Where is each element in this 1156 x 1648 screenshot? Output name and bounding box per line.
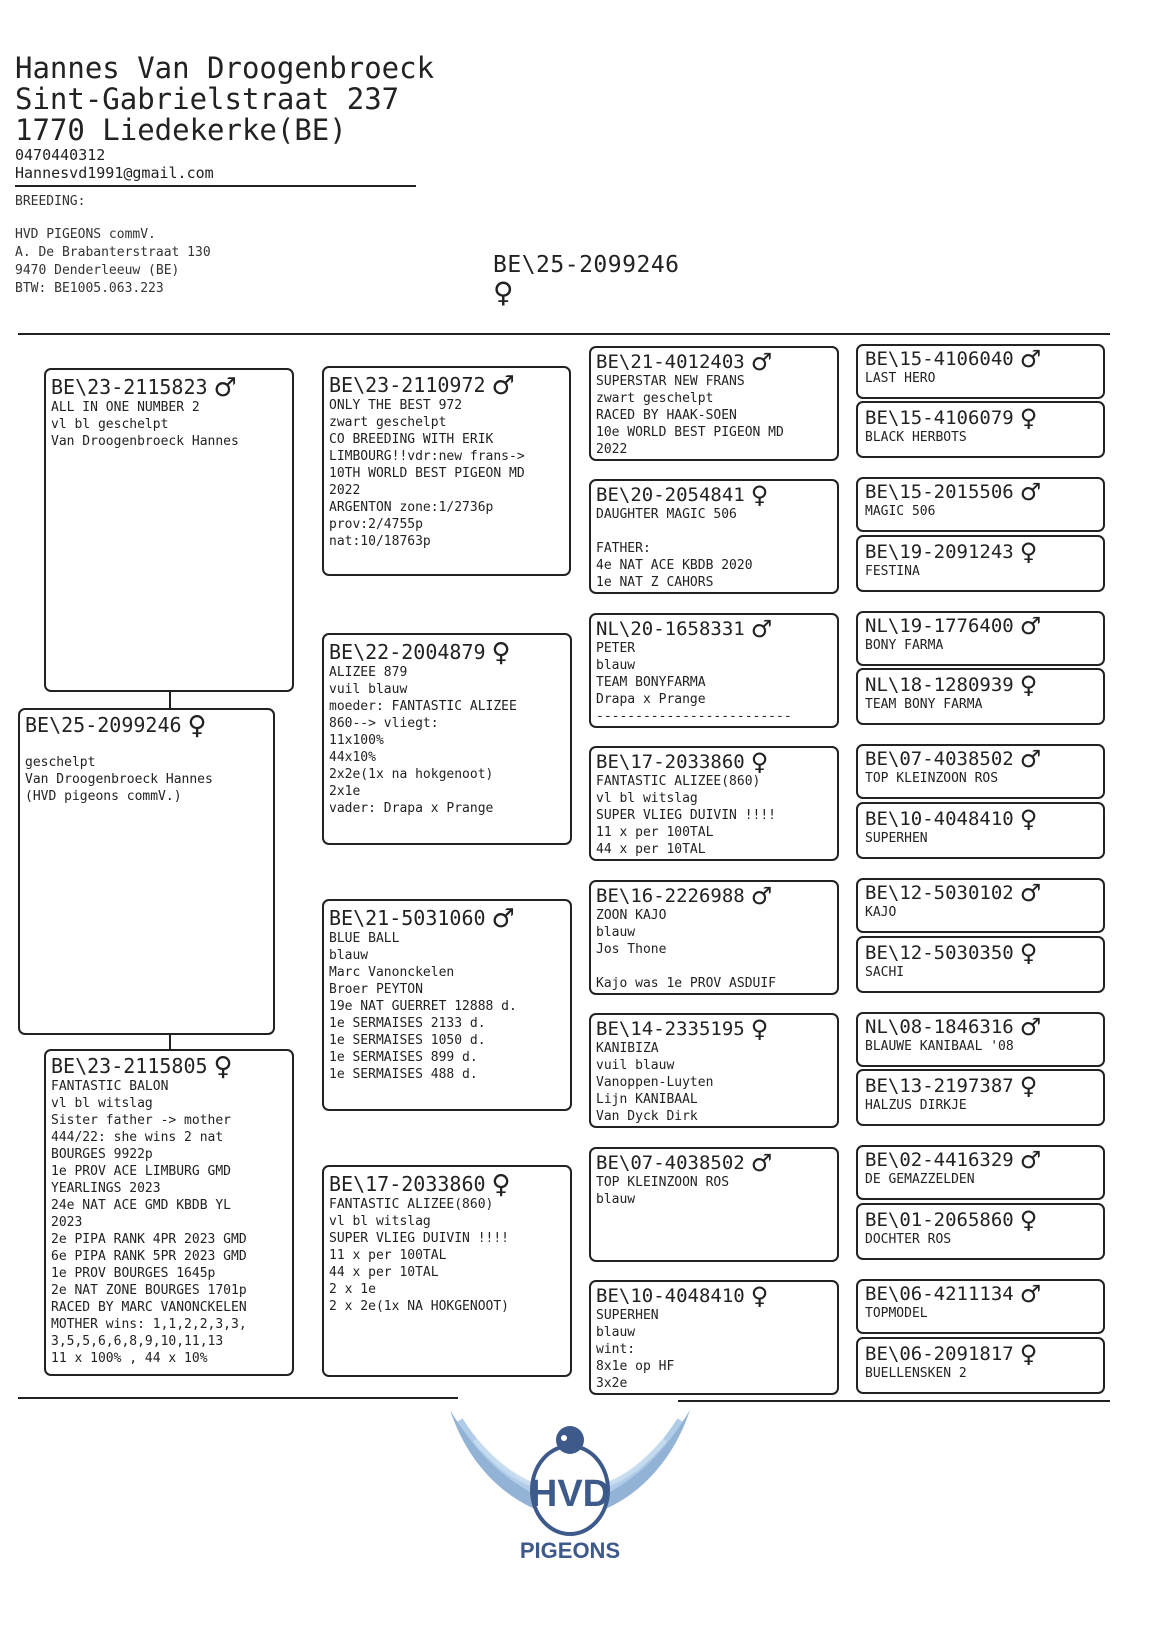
- subject-ring-header: [493, 252, 680, 309]
- ring-number: BE\25-2099246 ♀: [25, 711, 207, 741]
- bottom-divider-right: [678, 1400, 1110, 1402]
- pigeon-info: DE GEMAZZELDEN: [865, 1172, 975, 1187]
- pigeon-info: KAJO: [865, 905, 897, 920]
- pedigree-g12: [856, 1069, 1105, 1126]
- pigeon-info: PETER blauw TEAM BONYFARMA Drapa x Prange -------------------------: [596, 641, 792, 724]
- pigeon-info: TOPMODEL: [865, 1306, 928, 1321]
- header-rule: [15, 185, 416, 187]
- ring-number: NL\18-1280939 ♀: [865, 671, 1038, 699]
- pigeon-info: SACHI: [865, 965, 905, 980]
- ring-number: BE\13-2197387 ♀: [865, 1072, 1038, 1100]
- ring-number: BE\16-2226988 ♂: [596, 882, 773, 910]
- pigeon-info: HALZUS DIRKJE: [865, 1098, 967, 1113]
- ring-number: BE\17-2033860 ♀: [596, 748, 769, 776]
- male-icon: ♂: [750, 1149, 773, 1177]
- ring-number: BE\21-5031060 ♂: [329, 904, 515, 934]
- ring-number: BE\15-2015506 ♂: [865, 478, 1042, 506]
- pedigree-fmf: [589, 613, 839, 728]
- male-icon: ♂: [1019, 478, 1042, 506]
- breeder-block: [15, 226, 211, 298]
- owner-city: 1770 Liedekerke(BE): [15, 113, 347, 147]
- top-divider: [18, 333, 1110, 335]
- male-icon: ♂: [213, 373, 237, 403]
- pedigree-mfm: [589, 1013, 839, 1128]
- ring-number: BE\07-4038502 ♂: [865, 745, 1042, 773]
- pigeon-info: TOP KLEINZOON ROS blauw: [596, 1175, 730, 1207]
- pigeon-info: BUELLENSKEN 2: [865, 1366, 967, 1381]
- ring-number: BE\20-2054841 ♀: [596, 481, 769, 509]
- ring-number: BE\22-2004879 ♀: [329, 638, 511, 668]
- pedigree-g5: [856, 611, 1105, 666]
- female-icon: ♀: [493, 276, 515, 309]
- ring-number: BE\10-4048410 ♀: [596, 1282, 769, 1310]
- male-icon: ♂: [1019, 745, 1042, 773]
- pigeon-info: SUPERHEN blauw wint: 8x1e op HF 3x2e: [596, 1308, 675, 1391]
- male-icon: ♂: [491, 904, 515, 934]
- ring-number: BE\06-2091817 ♀: [865, 1340, 1038, 1368]
- ring-number: BE\21-4012403 ♂: [596, 348, 773, 376]
- female-icon: ♀: [1019, 671, 1038, 699]
- female-icon: ♀: [1019, 1072, 1038, 1100]
- pedigree-mff: [589, 880, 839, 995]
- pedigree-g11: [856, 1012, 1105, 1067]
- pigeon-info: geschelpt Van Droogenbroeck Hannes (HVD pigeons commV.): [25, 755, 213, 804]
- pigeon-info: ALIZEE 879 vuil blauw moeder: FANTASTIC ALIZEE 860--> vliegt: 11x100% 44x10% 2x2e(1x na hokgenoot) 2x1e vader: Drapa x Prange: [329, 665, 517, 816]
- connector-f-m: [169, 690, 171, 710]
- ring-number: BE\19-2091243 ♀: [865, 538, 1038, 566]
- pigeon-info: SUPERHEN: [865, 831, 928, 846]
- male-icon: ♂: [1019, 1146, 1042, 1174]
- pedigree-mm: [322, 1165, 572, 1377]
- pigeon-info: BLAUWE KANIBAAL '08: [865, 1039, 1014, 1054]
- ring-number: BE\07-4038502 ♂: [596, 1149, 773, 1177]
- female-icon: ♀: [750, 1282, 769, 1310]
- pedigree-g8: [856, 802, 1105, 859]
- ring-number: BE\15-4106079 ♀: [865, 404, 1038, 432]
- pigeon-info: TOP KLEINZOON ROS: [865, 771, 999, 786]
- female-icon: ♀: [750, 481, 769, 509]
- pedigree-g7: [856, 744, 1105, 799]
- pedigree-g14: [856, 1203, 1105, 1260]
- ring-number: BE\23-2115805 ♀: [51, 1052, 233, 1082]
- female-icon: ♀: [1019, 939, 1038, 967]
- breeding-label: BREEDING:: [15, 194, 86, 209]
- female-icon: ♀: [491, 1170, 511, 1200]
- pedigree-g9: [856, 878, 1105, 933]
- female-icon: ♀: [750, 1015, 769, 1043]
- pedigree-mf: [322, 899, 572, 1111]
- pigeon-info: SUPERSTAR NEW FRANS zwart geschelpt RACED BY HAAK-SOEN 10e WORLD BEST PIGEON MD 2022: [596, 374, 784, 457]
- male-icon: ♂: [1019, 345, 1042, 373]
- logo-text: HVD: [529, 1473, 611, 1515]
- ring-number: BE\23-2110972 ♂: [329, 371, 515, 401]
- pigeon-info: BLACK HERBOTS: [865, 430, 967, 445]
- male-icon: ♂: [491, 371, 515, 401]
- subject-ring-text: BE\25-2099246: [493, 252, 680, 278]
- pedigree-mmm: [589, 1280, 839, 1395]
- ring-number: BE\02-4416329 ♂: [865, 1146, 1042, 1174]
- female-icon: ♀: [750, 748, 769, 776]
- pedigree-g15: [856, 1279, 1105, 1334]
- pedigree-mother: [44, 1049, 294, 1376]
- pigeon-info: FANTASTIC BALON vl bl witslag Sister father -> mother 444/22: she wins 2 nat BOURGES 9922p 1e PROV ACE LIMBURG GMD YEARLINGS 2023 24e NAT ACE GMD KBDB YL 2023 2e PIPA RANK 4PR 2023 GMD 6e PIPA RANK 5PR 2023 GMD 1e PROV BOURGES 1645p 2e NAT ZONE BOURGES 1701p RACED BY MARC VANONCKELEN MOTHER wins: 1,1,2,2,3,3, 3,5,5,6,6,8,9,10,11,13 11 x 100% , 44 x 10%: [51, 1079, 247, 1366]
- female-icon: ♀: [187, 711, 207, 741]
- ring-number: BE\23-2115823 ♂: [51, 373, 237, 403]
- pedigree-g4: [856, 535, 1105, 592]
- male-icon: ♂: [750, 348, 773, 376]
- female-icon: ♀: [1019, 1206, 1038, 1234]
- pigeon-info: DAUGHTER MAGIC 506 FATHER: 4e NAT ACE KBDB 2020 1e NAT Z CAHORS: [596, 507, 753, 590]
- ring-number: NL\20-1658331 ♂: [596, 615, 773, 643]
- owner-phone: 0470440312: [15, 146, 106, 164]
- pigeon-info: DOCHTER ROS: [865, 1232, 952, 1247]
- male-icon: ♂: [1019, 612, 1042, 640]
- breeder-line-3: 9470 Denderleeuw (BE): [15, 263, 180, 278]
- female-icon: ♀: [213, 1052, 233, 1082]
- owner-email: Hannesvd1991@gmail.com: [15, 164, 214, 182]
- bottom-divider-left: [18, 1397, 458, 1399]
- ring-number: BE\01-2065860 ♀: [865, 1206, 1038, 1234]
- owner-name: Hannes Van Droogenbroeck: [15, 51, 435, 85]
- pigeon-info: ONLY THE BEST 972 zwart geschelpt CO BREEDING WITH ERIK LIMBOURG!!vdr:new frans-> 10TH WORLD BEST PIGEON MD 2022 ARGENTON zone:1/2736p prov:2/4755p nat:10/18763p: [329, 398, 525, 549]
- pigeon-info: KANIBIZA vuil blauw Vanoppen-Luyten Lijn KANIBAAL Van Dyck Dirk: [596, 1041, 714, 1124]
- male-icon: ♂: [1019, 1280, 1042, 1308]
- male-icon: ♂: [1019, 879, 1042, 907]
- female-icon: ♀: [1019, 404, 1038, 432]
- pedigree-g6: [856, 668, 1105, 725]
- pigeon-info: ZOON KAJO blauw Jos Thone Kajo was 1e PROV ASDUIF: [596, 908, 777, 991]
- female-icon: ♀: [1019, 805, 1038, 833]
- pigeon-info: BONY FARMA: [865, 638, 944, 653]
- breeder-line-4: BTW: BE1005.063.223: [15, 281, 164, 296]
- female-icon: ♀: [491, 638, 511, 668]
- hvd-logo: [430, 1400, 710, 1570]
- connector-subject-m: [169, 1033, 171, 1049]
- ring-number: BE\15-4106040 ♂: [865, 345, 1042, 373]
- pedigree-g2: [856, 401, 1105, 458]
- pedigree-g10: [856, 936, 1105, 993]
- pedigree-ffm: [589, 479, 839, 594]
- pedigree-g3: [856, 477, 1105, 532]
- male-icon: ♂: [750, 882, 773, 910]
- ring-number: BE\14-2335195 ♀: [596, 1015, 769, 1043]
- ring-number: BE\12-5030102 ♂: [865, 879, 1042, 907]
- pigeon-info: FESTINA: [865, 564, 920, 579]
- pedigree-fmm: [589, 746, 839, 861]
- pigeon-info: FANTASTIC ALIZEE(860) vl bl witslag SUPER VLIEG DUIVIN !!!! 11 x per 100TAL 44 x per 10TAL 2 x 1e 2 x 2e(1x NA HOKGENOOT): [329, 1197, 510, 1314]
- pedigree-g16: [856, 1337, 1105, 1394]
- pedigree-subject: [18, 708, 275, 1035]
- pedigree-ff: [322, 366, 571, 576]
- pedigree-g1: [856, 344, 1105, 399]
- ring-number: BE\10-4048410 ♀: [865, 805, 1038, 833]
- pigeon-info: ALL IN ONE NUMBER 2 vl bl geschelpt Van Droogenbroeck Hannes: [51, 400, 239, 449]
- female-icon: ♀: [1019, 538, 1038, 566]
- pigeon-info: MAGIC 506: [865, 504, 936, 519]
- pigeon-info: LAST HERO: [865, 371, 936, 386]
- pedigree-fm: [322, 633, 572, 845]
- ring-number: NL\19-1776400 ♂: [865, 612, 1042, 640]
- ring-number: BE\06-4211134 ♂: [865, 1280, 1042, 1308]
- ring-number: NL\08-1846316 ♂: [865, 1013, 1042, 1041]
- ring-number: BE\12-5030350 ♀: [865, 939, 1038, 967]
- male-icon: ♂: [750, 615, 773, 643]
- pigeon-info: BLUE BALL blauw Marc Vanonckelen Broer PEYTON 19e NAT GUERRET 12888 d. 1e SERMAISES 2133 d. 1e SERMAISES 1050 d. 1e SERMAISES 899 d. 1e SERMAISES 488 d.: [329, 931, 517, 1082]
- breeder-line-2: A. De Brabanterstraat 130: [15, 245, 211, 260]
- logo-subtitle: PIGEONS: [519, 1538, 621, 1563]
- pedigree-g13: [856, 1145, 1105, 1200]
- pedigree-fff: [589, 346, 839, 461]
- pedigree-father: [44, 368, 294, 692]
- male-icon: ♂: [1019, 1013, 1042, 1041]
- female-icon: ♀: [1019, 1340, 1038, 1368]
- ring-number: BE\17-2033860 ♀: [329, 1170, 511, 1200]
- pigeon-info: TEAM BONY FARMA: [865, 697, 983, 712]
- owner-street: Sint-Gabrielstraat 237: [15, 82, 400, 116]
- pigeon-head-icon: [556, 1426, 584, 1454]
- pedigree-mmf: [589, 1147, 839, 1262]
- pigeon-info: FANTASTIC ALIZEE(860) vl bl witslag SUPER VLIEG DUIVIN !!!! 11 x per 100TAL 44 x per 10TAL: [596, 774, 777, 857]
- breeder-line-1: HVD PIGEONS commV.: [15, 227, 156, 242]
